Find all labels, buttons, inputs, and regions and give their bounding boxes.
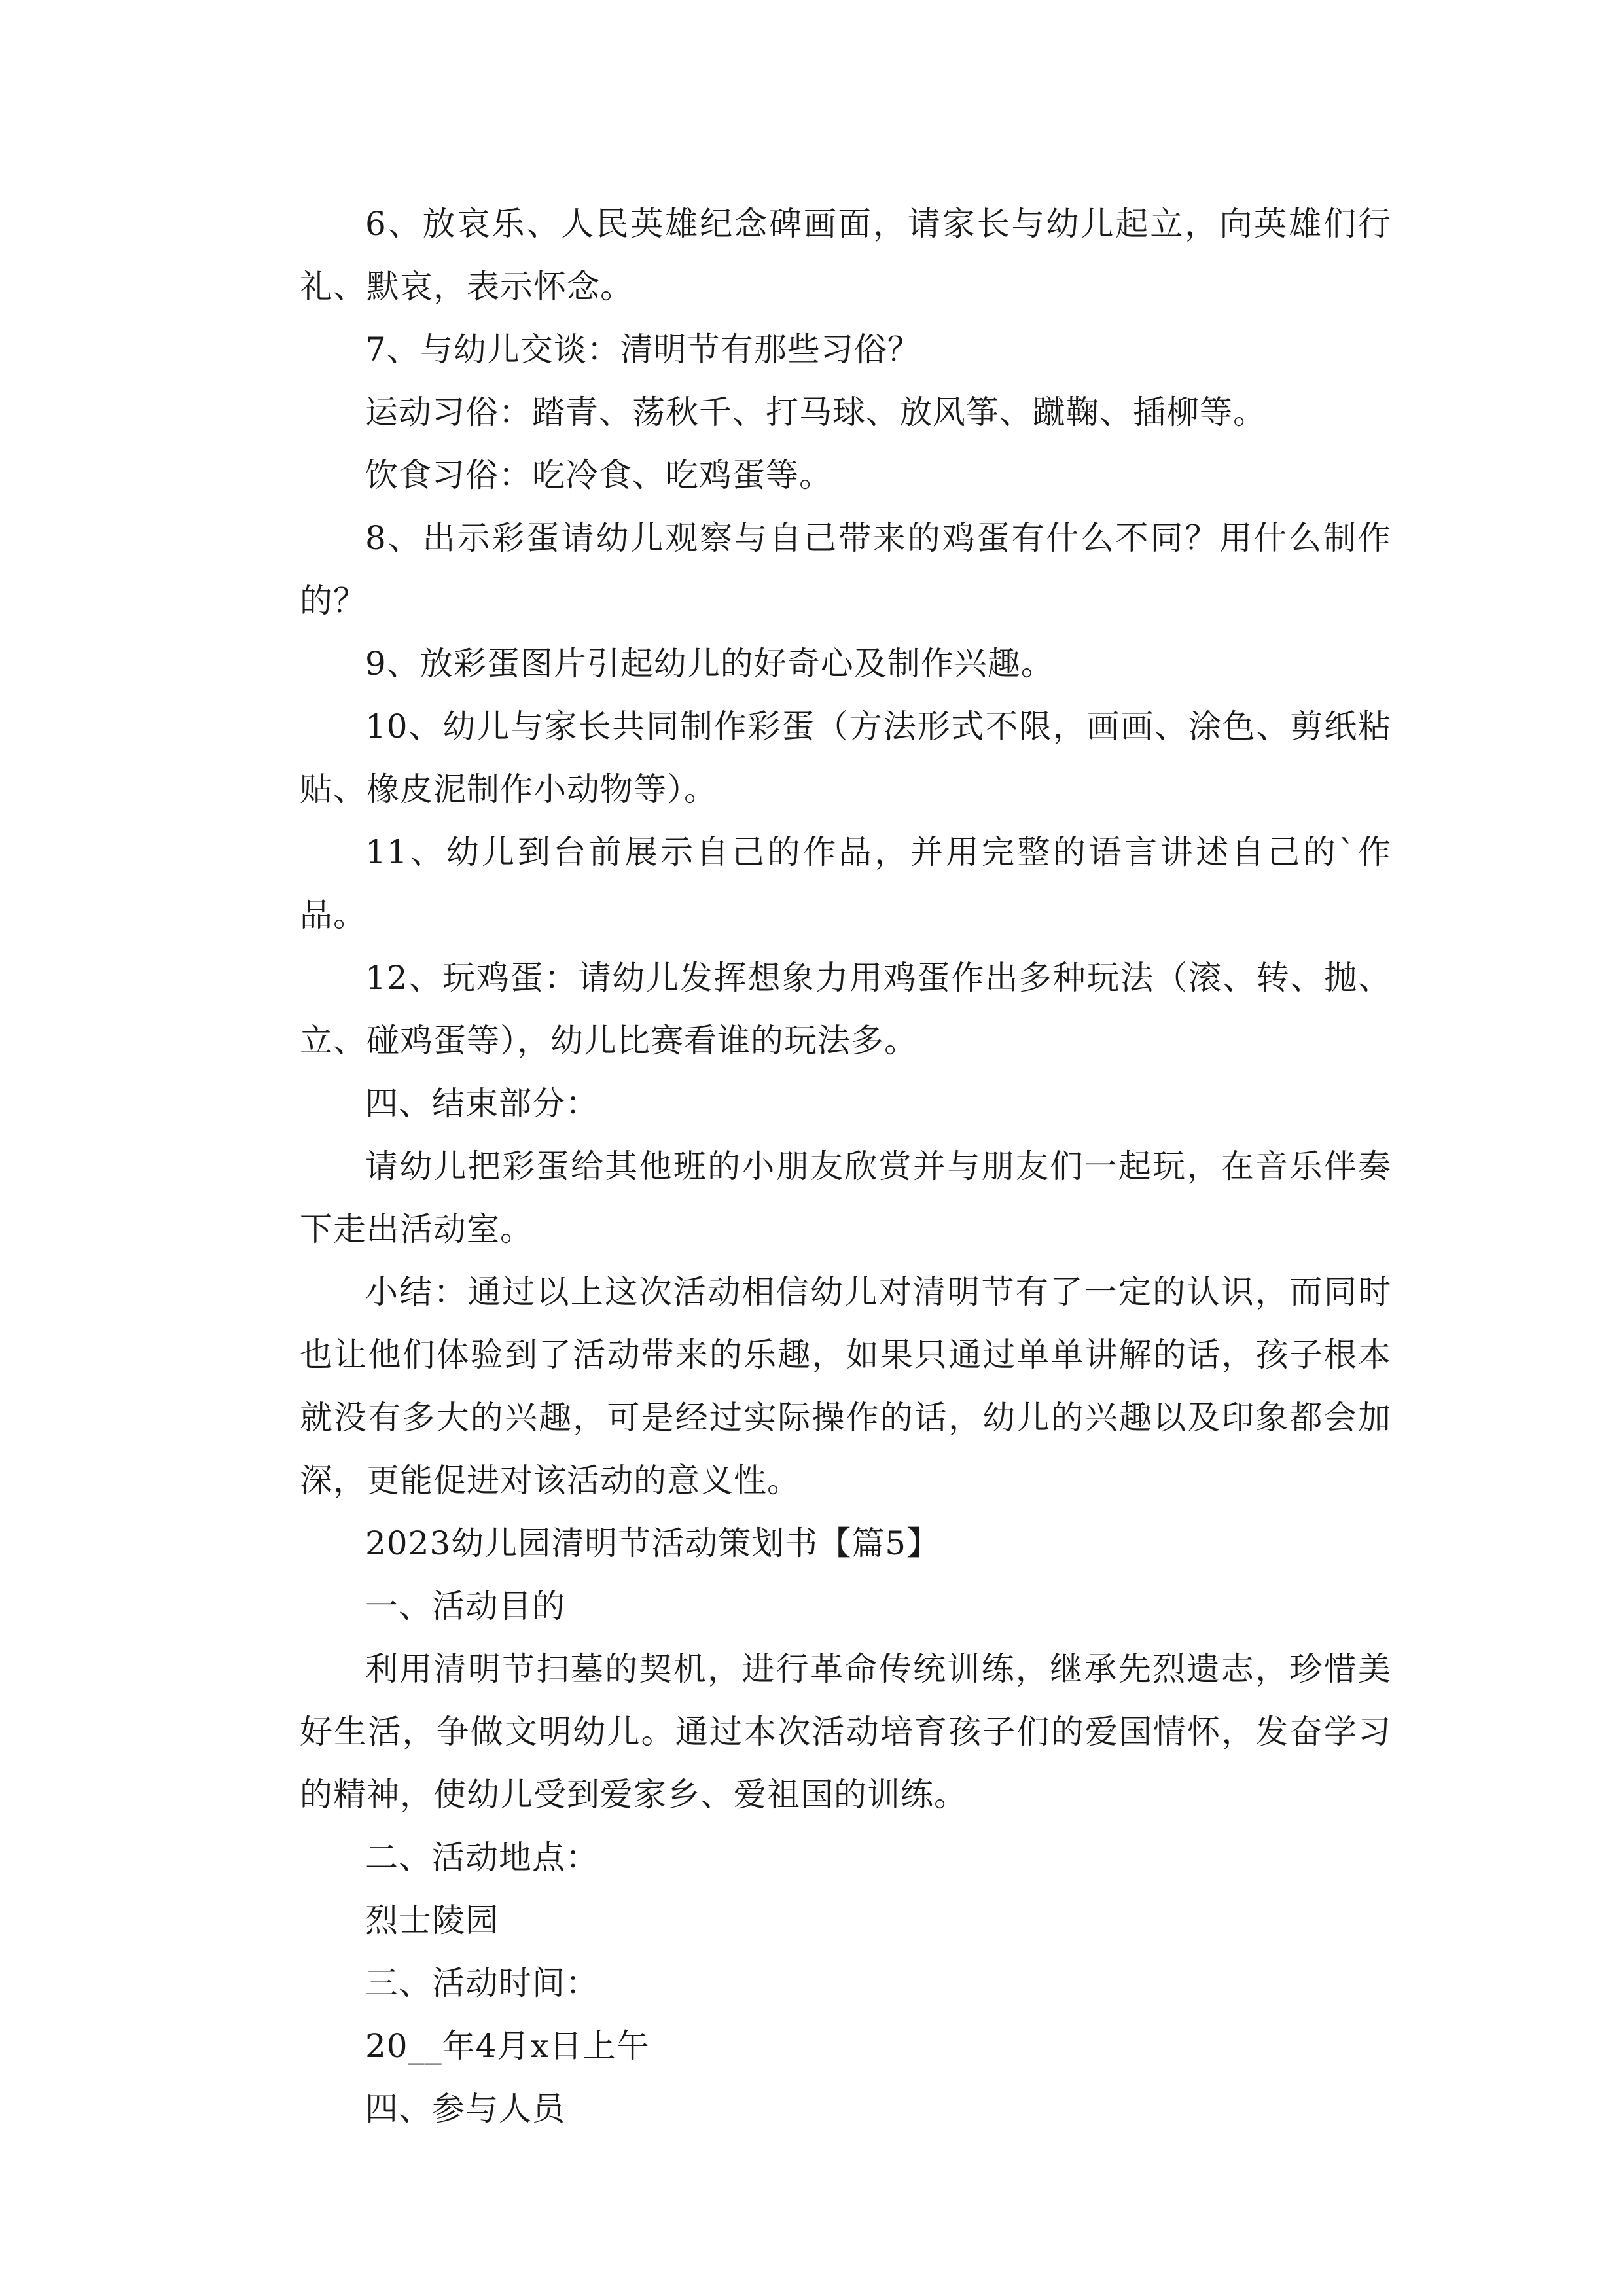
paragraph-item-10: 10、幼儿与家长共同制作彩蛋（方法形式不限，画画、涂色、剪纸粘贴、橡皮泥制作小动物等）。 bbox=[300, 708, 1391, 808]
paragraph-purpose: 利用清明节扫墓的契机，进行革命传统训练，继承先烈遗志，珍惜美好生活，争做文明幼儿。通过本次活动培育孩子们的爱国情怀，发奋学习的精神，使幼儿受到爱家乡、爱祖国的训练。 bbox=[300, 1650, 1391, 1814]
section-heading-participants: 四、参与人员 bbox=[365, 2090, 565, 2128]
paragraph-item-11: 11、幼儿到台前展示自己的作品，并用完整的语言讲述自己的`作品。 bbox=[300, 833, 1391, 934]
paragraph-item-9: 9、放彩蛋图片引起幼儿的好奇心及制作兴趣。 bbox=[365, 645, 1054, 683]
section-heading-purpose: 一、活动目的 bbox=[365, 1587, 565, 1625]
paragraph-item-12: 12、玩鸡蛋：请幼儿发挥想象力用鸡蛋作出多种玩法（滚、转、抛、立、碰鸡蛋等），幼儿比赛看谁的玩法多。 bbox=[300, 959, 1391, 1060]
paragraph-item-7: 7、与幼儿交谈：清明节有那些习俗？ bbox=[365, 331, 921, 368]
section-heading-time: 三、活动时间： bbox=[365, 1964, 599, 2002]
paragraph-item-6: 6、放哀乐、人民英雄纪念碑画面，请家长与幼儿起立，向英雄们行礼、默哀，表示怀念。 bbox=[300, 205, 1391, 306]
paragraph-item-8: 8、出示彩蛋请幼儿观察与自己带来的鸡蛋有什么不同？用什么制作的？ bbox=[300, 519, 1391, 620]
paragraph-location: 烈士陵园 bbox=[365, 1901, 499, 1939]
paragraph-sports-customs: 运动习俗：踏青、荡秋千、打马球、放风筝、蹴鞠、插柳等。 bbox=[365, 393, 1266, 431]
section-title-part5: 2023幼儿园清明节活动策划书【篇5】 bbox=[365, 1524, 940, 1562]
paragraph-food-customs: 饮食习俗：吃冷食、吃鸡蛋等。 bbox=[365, 456, 832, 494]
paragraph-summary: 小结：通过以上这次活动相信幼儿对清明节有了一定的认识，而同时也让他们体验到了活动带来的乐趣，如果只通过单单讲解的话，孩子根本就没有多大的兴趣，可是经过实际操作的话，幼儿的兴趣以及印象都会加深，更能促进对该活动的意义性。 bbox=[300, 1273, 1391, 1499]
section-heading-ending: 四、结束部分： bbox=[365, 1085, 599, 1122]
document-body bbox=[300, 192, 1391, 2140]
paragraph-ending: 请幼儿把彩蛋给其他班的小朋友欣赏并与朋友们一起玩，在音乐伴奏下走出活动室。 bbox=[300, 1147, 1391, 1248]
section-heading-location: 二、活动地点： bbox=[365, 1839, 599, 1876]
paragraph-time: 20__年4月x日上午 bbox=[365, 2027, 650, 2065]
